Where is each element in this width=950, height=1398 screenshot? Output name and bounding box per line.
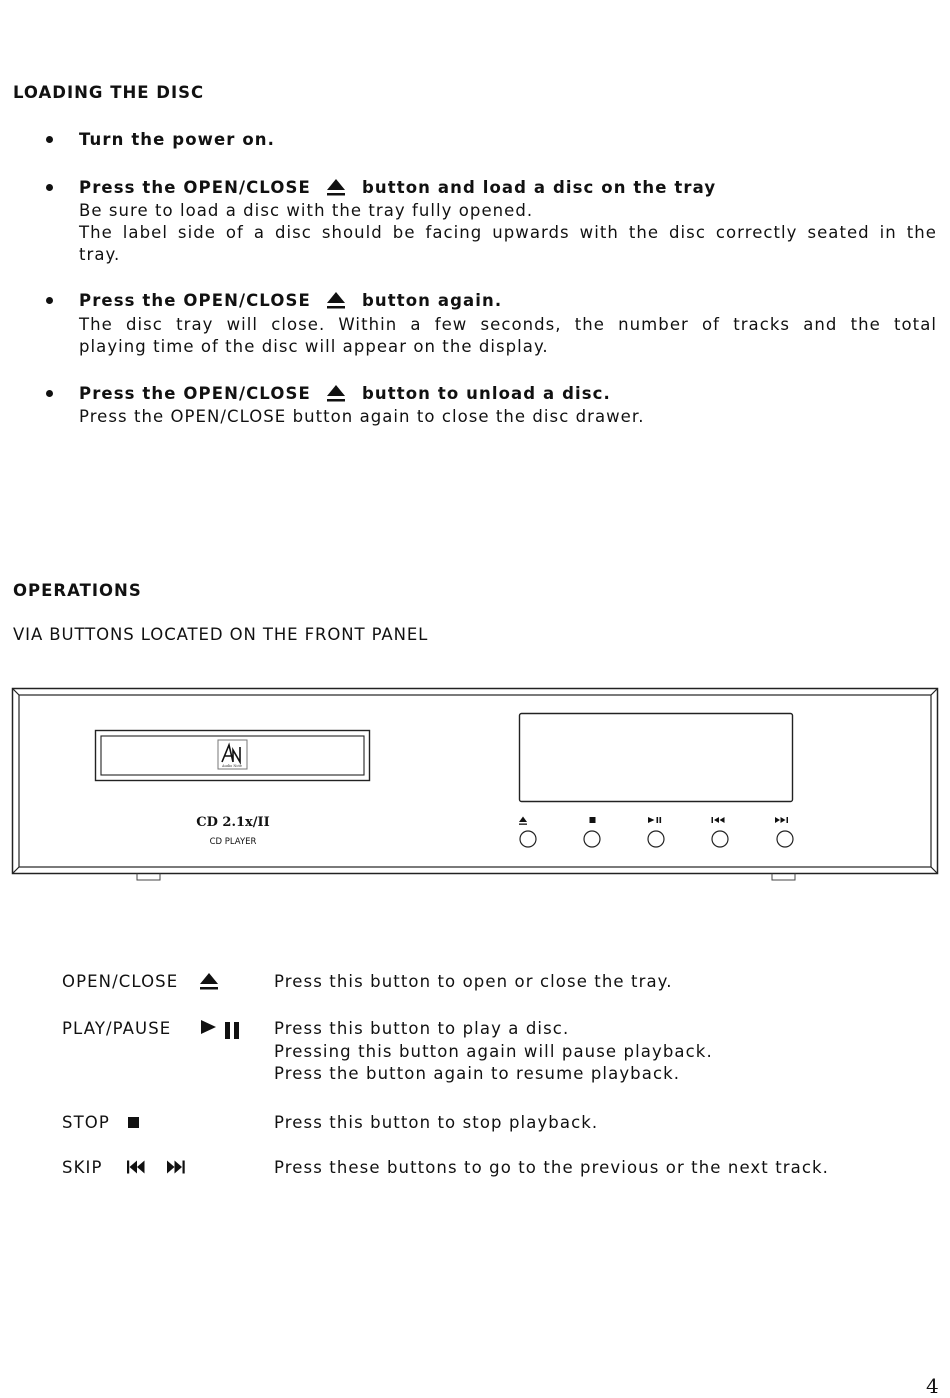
- logo-text: Audio Note: [221, 764, 243, 768]
- bullet-title-power: Turn the power on.: [79, 130, 275, 149]
- control-label-skip: SKIP: [62, 1158, 103, 1177]
- body-text: tray.: [79, 245, 121, 264]
- section-subheading: VIA BUTTONS LOCATED ON THE FRONT PANEL: [13, 625, 429, 644]
- control-desc-play-pause: Press this button to play a disc.: [274, 1019, 570, 1038]
- eject-button: [520, 831, 536, 847]
- bullet-dot: [46, 136, 53, 143]
- next-track-icon: [775, 817, 788, 823]
- control-desc-play-pause: Pressing this button again will pause playback.: [274, 1042, 713, 1061]
- eject-icon: [325, 383, 347, 403]
- next-track-button: [777, 831, 793, 847]
- bullet-dot: [46, 390, 53, 397]
- eject-icon: [325, 177, 347, 197]
- previous-track-icon: [126, 1159, 146, 1176]
- bullet-dot: [46, 184, 53, 191]
- bullet-title-close-cont: button again.: [362, 291, 503, 310]
- control-desc-play-pause: Press the button again to resume playback.: [274, 1064, 681, 1083]
- bullet-title-load: Press the OPEN/CLOSE: [79, 178, 311, 197]
- stop-icon: [590, 817, 596, 823]
- section-heading-loading: LOADING THE DISC: [13, 83, 205, 102]
- control-label-open-close: OPEN/CLOSE: [62, 972, 179, 991]
- previous-track-button: [712, 831, 728, 847]
- body-text: The label side of a disc should be facing upwards with the disc correctly seated in the: [79, 223, 937, 242]
- stop-button: [584, 831, 600, 847]
- control-label-play-pause: PLAY/PAUSE: [62, 1019, 172, 1038]
- control-desc-skip: Press these buttons to go to the previous or the next track.: [274, 1158, 830, 1177]
- audio-note-logo: [218, 740, 247, 769]
- front-panel-illustration: [0, 680, 950, 890]
- display-window: [520, 714, 793, 802]
- play-pause-icon: [199, 1018, 245, 1042]
- bullet-title-unload-cont: button to unload a disc.: [362, 384, 611, 403]
- bullet-dot: [46, 297, 53, 304]
- play-pause-button: [648, 831, 664, 847]
- model-type: CD PLAYER: [209, 837, 257, 847]
- previous-track-icon: [712, 817, 725, 823]
- next-track-icon: [166, 1159, 186, 1176]
- control-desc-stop: Press this button to stop playback.: [274, 1113, 599, 1132]
- stop-icon: [128, 1117, 139, 1128]
- page-number: 4: [926, 1374, 939, 1398]
- eject-icon: [325, 290, 347, 310]
- play-pause-icon: [648, 817, 661, 823]
- section-heading-operations: OPERATIONS: [13, 581, 142, 600]
- bullet-title-unload: Press the OPEN/CLOSE: [79, 384, 311, 403]
- control-label-stop: STOP: [62, 1113, 110, 1132]
- control-desc-open-close: Press this button to open or close the tray.: [274, 972, 673, 991]
- eject-icon: [519, 817, 527, 825]
- bullet-title-close: Press the OPEN/CLOSE: [79, 291, 311, 310]
- body-text: Be sure to load a disc with the tray fully opened.: [79, 201, 534, 220]
- body-text: playing time of the disc will appear on the display.: [79, 337, 549, 356]
- eject-icon: [198, 971, 220, 991]
- body-text: The disc tray will close. Within a few seconds, the number of tracks and the total: [79, 315, 937, 334]
- bullet-title-load-cont: button and load a disc on the tray: [362, 178, 717, 197]
- body-text: Press the OPEN/CLOSE button again to close the disc drawer.: [79, 407, 645, 426]
- model-name: CD 2.1x/II: [196, 815, 270, 830]
